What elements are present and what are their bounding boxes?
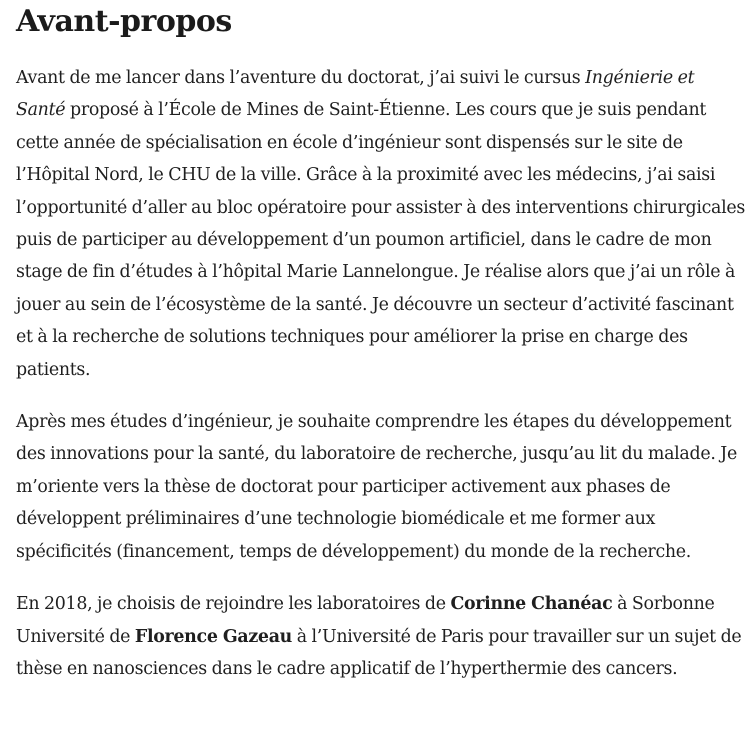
paragraph-3-text-middle: à Sorbonne Université de: [16, 594, 715, 647]
name-corinne-chaneac: Corinne Chanéac: [450, 594, 613, 615]
paragraph-3-text-end: à l’Université de Paris pour travailler sur un sujet de thèse en nanosciences dans le cadre applicatif de l’hyperthermie des cancers.: [16, 626, 742, 679]
paragraph-1: [16, 62, 746, 386]
paragraph-3: [16, 588, 746, 685]
page-title: Avant-propos: [16, 4, 232, 39]
name-florence-gazeau: Florence Gazeau: [134, 626, 293, 647]
paragraph-1-emphasis: Ingénierie et Santé: [16, 68, 695, 121]
paragraph-2: [16, 406, 746, 568]
paragraph-1-text-start: Avant de me lancer dans l’aventure du doctorat, j’ai suivi le cursus: [16, 68, 586, 88]
paragraph-2-text: Après mes études d’ingénieur, je souhaite comprendre les étapes du développement des innovations pour la santé, du laboratoire de recherche, jusqu’au lit du malade. Je m’oriente vers la thèse de doctorat pour participer activement aux phases de développent préliminaires d’une technologie biomédicale et me former aux spécificités (financement, temps de développement) du monde de la recherche.: [16, 412, 737, 562]
paragraph-3-text-start: En 2018, je choisis de rejoindre les laboratoires de: [16, 594, 451, 615]
paragraph-1-text-end: proposé à l’École de Mines de Saint-Étienne. Les cours que je suis pendant cette année de spécialisation en école d’ingénieur sont dispensés sur le site de l’Hôpital Nord, le CHU de la ville. Grâce à la proximité avec les médecins, j’ai saisi l’opportunité d’aller au bloc opératoire pour assister à des interventions chirurgicales puis de participer au développement d’un poumon artificiel, dans le cadre de mon stage de fin d’études à l’hôpital Marie Lannelongue. Je réalise alors que j’ai un rôle à jouer au sein de l’écosystème de la santé. Je découvre un secteur d’activité fascinant et à la recherche de solutions techniques pour améliorer la prise en charge des patients.: [16, 100, 746, 380]
